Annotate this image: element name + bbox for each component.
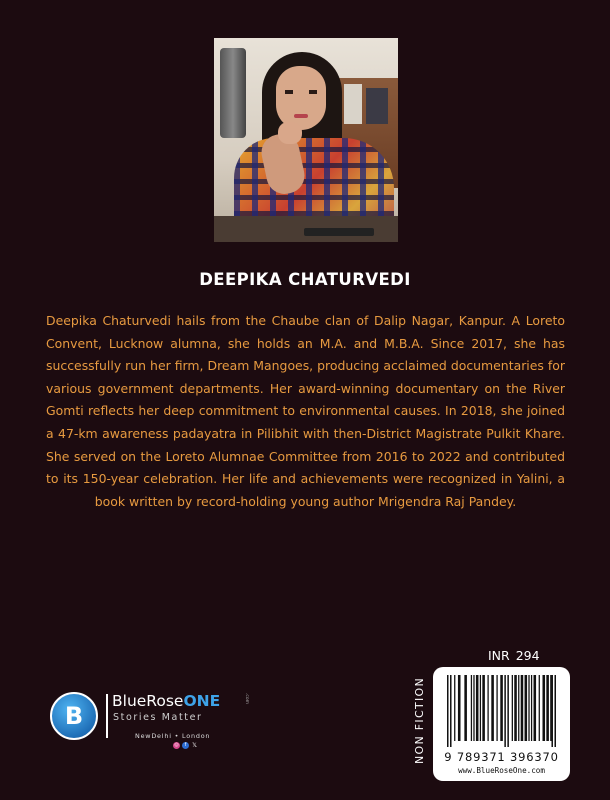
barcode-bar bbox=[512, 675, 513, 741]
barcode-bar bbox=[518, 675, 519, 741]
barcode-bar bbox=[464, 675, 467, 741]
author-bio: Deepika Chaturvedi hails from the Chaube clan of Dalip Nagar, Kanpur. A Loreto Convent, Lucknow alumna, she holds an M.A. and M.B.A. Since 2017, she has successfully run her firm, Dream Mangoes, producing acclaimed documentaries for various government departments. Her award-winning documentary on the River Gomti reflects her deep commitment to environmental causes. In 2018, she joined a 47-km awareness padayatra in Pilibhit with then-District Magistrate Pulkit Khare. She served on the Loreto Alumnae Committee from 2016 to 2022 and contributed to its 150-year celebration. Her life and achievements were recognized in Yalini, a book written by record-holding young author Mrigendra Raj Pandey. bbox=[46, 313, 565, 509]
publisher-brand bbox=[112, 692, 220, 710]
barcode-bar bbox=[487, 675, 488, 741]
barcode-bar bbox=[528, 675, 529, 741]
barcode-bar bbox=[504, 675, 506, 747]
author-name: DEEPIKA CHATURVEDI bbox=[199, 270, 411, 289]
barcode-bar bbox=[551, 675, 553, 747]
barcode-bar bbox=[534, 675, 537, 741]
bluerose-logo-icon: B bbox=[50, 692, 98, 740]
website-text: www.BlueRoseOne.com bbox=[458, 766, 545, 775]
barcode-bar bbox=[471, 675, 472, 741]
brand-domain: .com bbox=[244, 693, 249, 705]
x-icon: 𝕏 bbox=[192, 742, 197, 749]
barcode-bar bbox=[507, 675, 509, 747]
genre-label bbox=[408, 672, 430, 768]
barcode-bar bbox=[473, 675, 474, 741]
brand-main: BlueRose bbox=[112, 692, 184, 710]
barcode-bar bbox=[550, 675, 551, 741]
barcode-bar bbox=[496, 675, 497, 741]
barcode-bar bbox=[450, 675, 452, 747]
barcode-bar bbox=[491, 675, 494, 741]
instagram-icon: ◎ bbox=[174, 742, 179, 748]
barcode-bar bbox=[480, 675, 481, 741]
barcode-bar bbox=[546, 675, 549, 741]
barcode-bar bbox=[454, 675, 455, 741]
social-icons bbox=[173, 742, 198, 749]
barcode-bar bbox=[476, 675, 479, 741]
barcode-panel bbox=[433, 667, 570, 781]
barcode-bar bbox=[514, 675, 517, 741]
author-photo bbox=[214, 38, 398, 242]
barcode-bar bbox=[521, 675, 524, 741]
publisher-cities: NewDelhi • London bbox=[135, 732, 211, 740]
barcode-bar bbox=[542, 675, 545, 741]
barcode-bar bbox=[531, 675, 532, 741]
barcode-bar bbox=[482, 675, 485, 741]
publisher-tagline: Stories Matter bbox=[113, 712, 203, 723]
isbn-number: 9 789371 396370 bbox=[444, 750, 559, 764]
isbn-barcode bbox=[447, 675, 556, 747]
barcode-bar bbox=[554, 675, 556, 747]
price-label: INR 294 bbox=[488, 648, 540, 663]
barcode-bar bbox=[539, 675, 540, 741]
facebook-icon: f bbox=[182, 742, 189, 749]
brand-accent: ONE bbox=[183, 692, 221, 710]
logo-divider bbox=[106, 694, 108, 738]
publisher-logo bbox=[50, 690, 260, 760]
barcode-bar bbox=[447, 675, 449, 747]
genre-text: NON FICTION bbox=[412, 676, 426, 764]
barcode-bar bbox=[500, 675, 503, 741]
barcode-bar bbox=[525, 675, 528, 741]
barcode-bar bbox=[458, 675, 461, 741]
